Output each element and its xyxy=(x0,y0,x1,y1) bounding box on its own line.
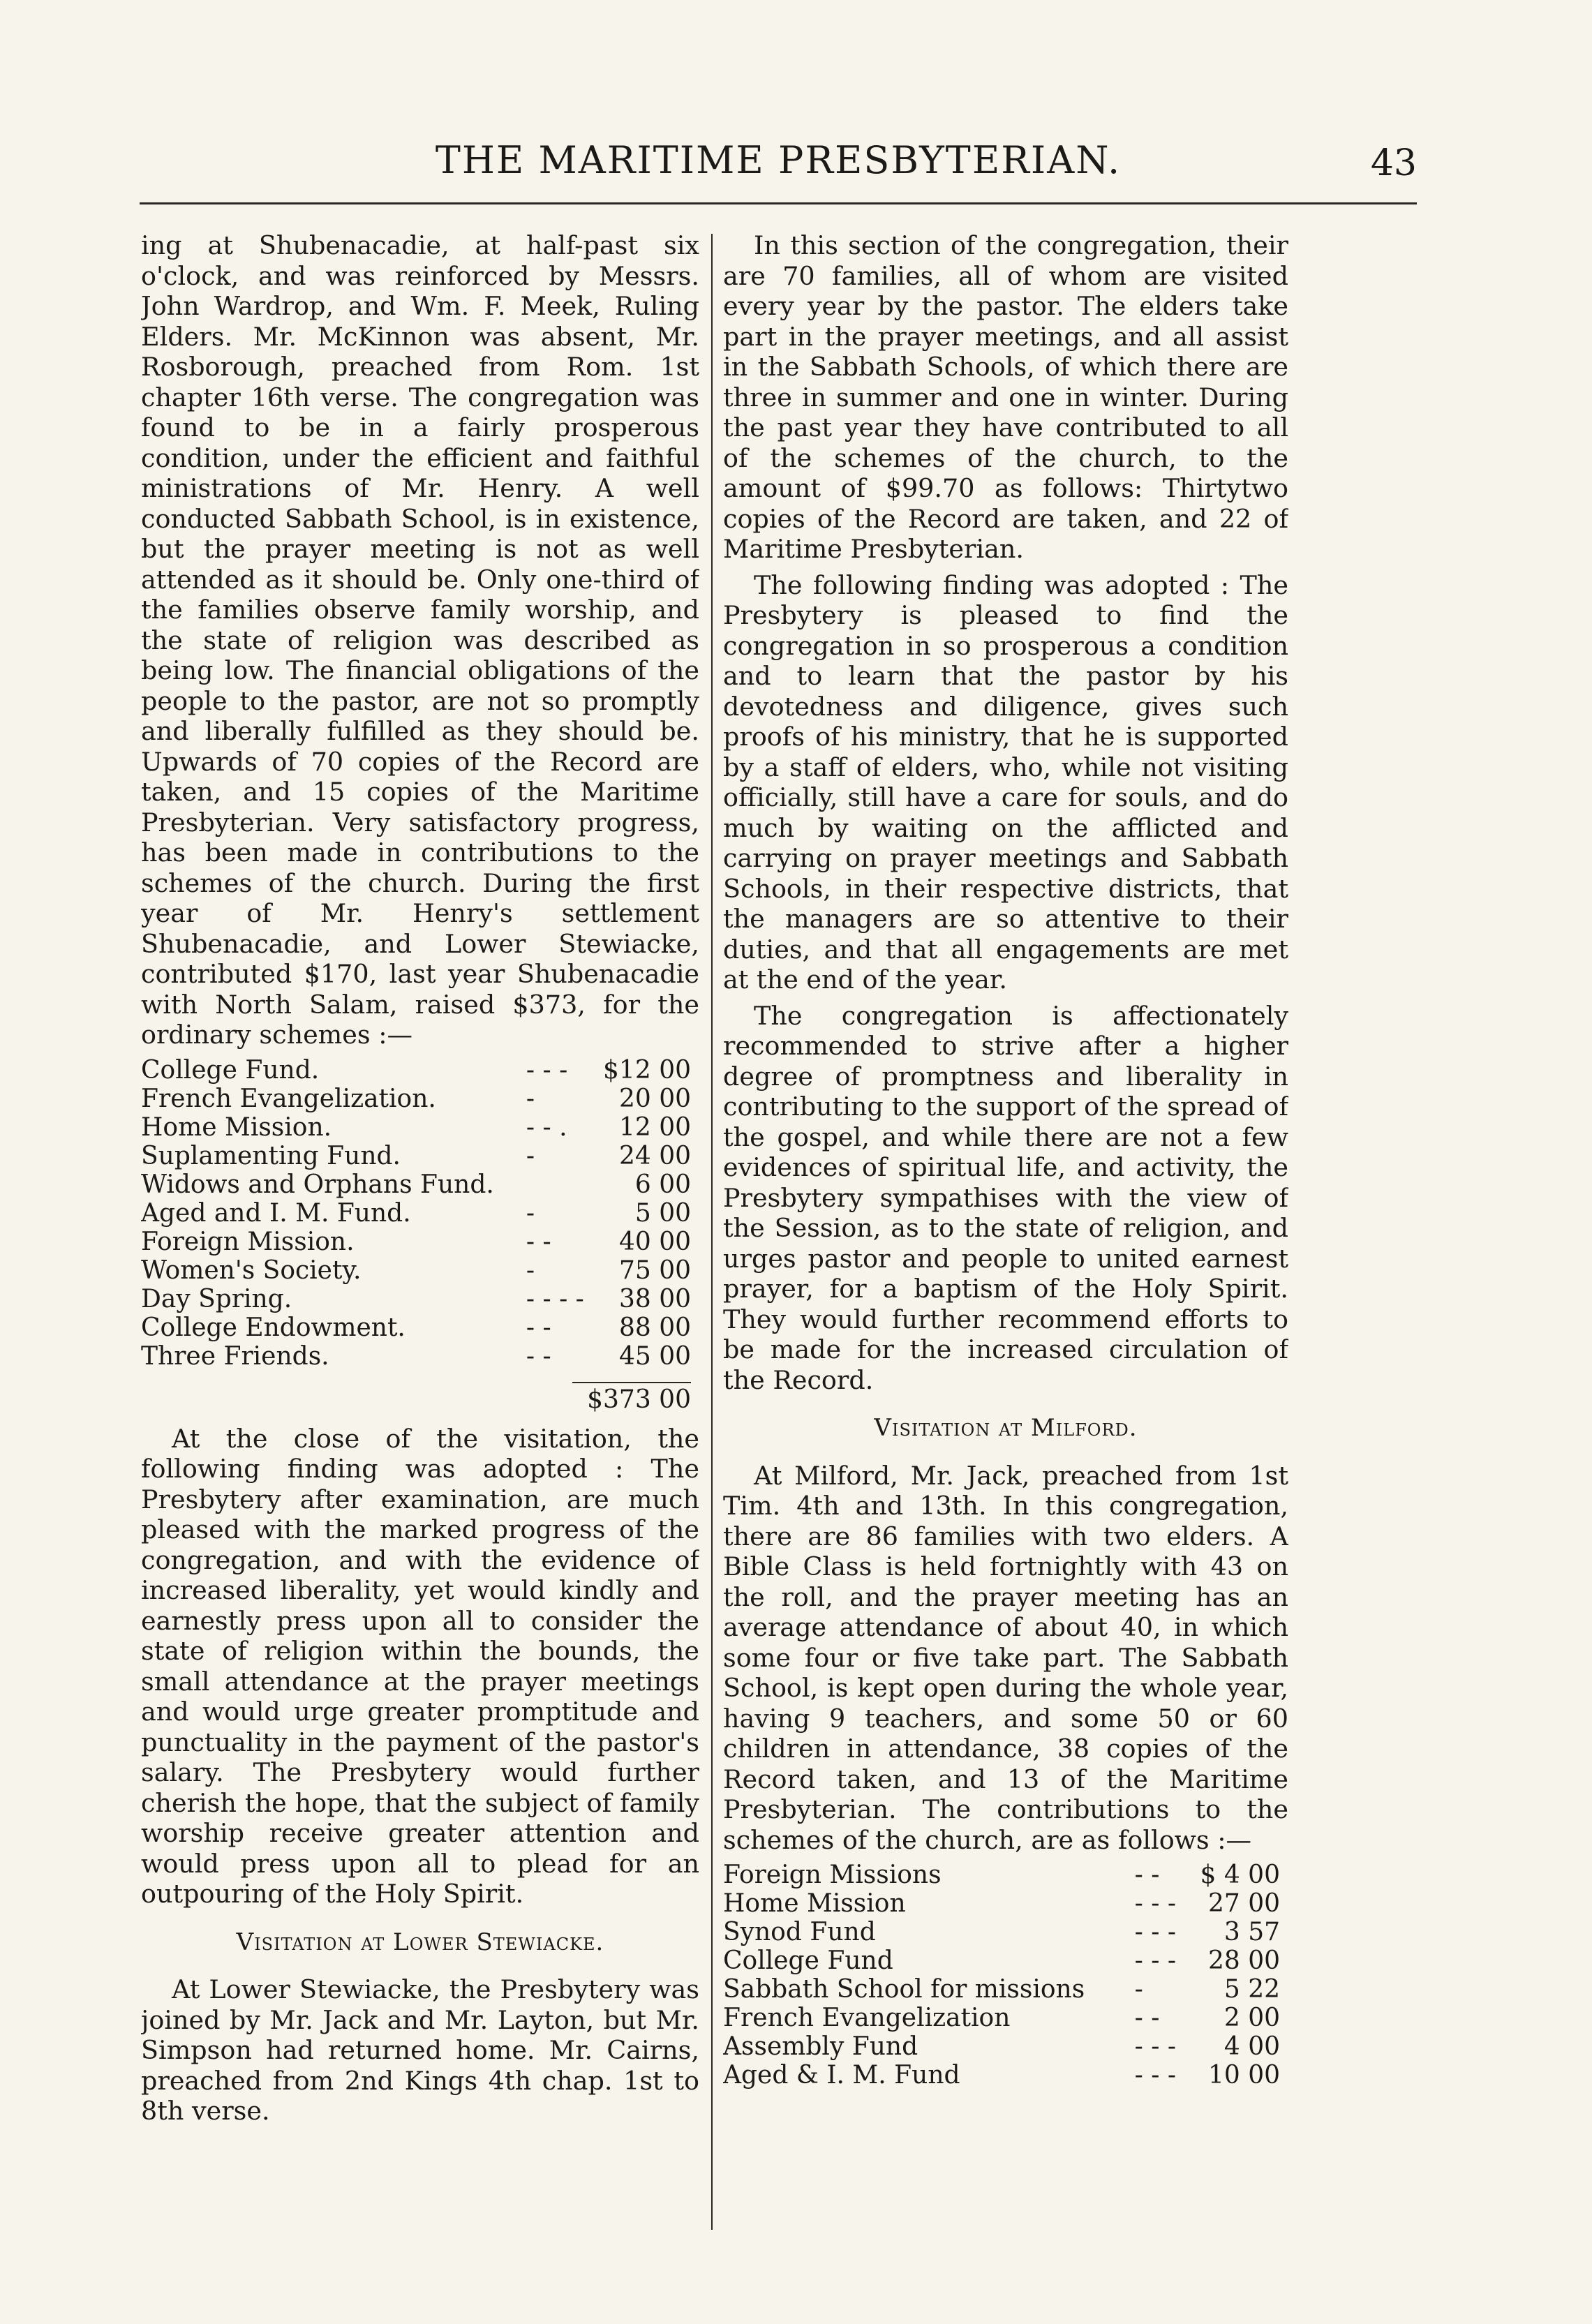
fund-name: Women's Society. xyxy=(141,1256,362,1285)
fund-name: Foreign Missions xyxy=(723,1861,942,1889)
fund-name: Aged and I. M. Fund. xyxy=(141,1198,411,1228)
milford-funds-table xyxy=(723,1861,1288,2090)
fund-name: College Endowment. xyxy=(141,1313,406,1342)
fund-leader xyxy=(519,1170,596,1199)
fund-leader: - xyxy=(526,1084,535,1113)
paragraph-recommendation: The congregation is affectionately recommended to strive after a higher degree of promptness and liberality in contributing to the support of the spread of the gospel, and while there are not a few evidences of spiritual life, and activity, the Presbytery sympathises with the view of the Session, as to the state of religion, and urges pastor and people to united earnest prayer, for a baptism of the Holy Spirit. They would further recommend efforts to be made for the increased circulation of the Record. xyxy=(723,1000,1288,1395)
fund-row xyxy=(723,1889,1288,1918)
fund-amount: 24 00 xyxy=(618,1141,691,1170)
fund-amount: 28 00 xyxy=(1207,1946,1280,1975)
fund-leader: - - xyxy=(526,1227,551,1256)
fund-row xyxy=(141,1056,699,1085)
funds-total: $373 00 xyxy=(587,1385,691,1414)
section-heading-lower-stewiacke: Visitation at Lower Stewiacke. xyxy=(236,1928,604,1956)
fund-row xyxy=(723,1918,1288,1946)
fund-amount: 3 57 xyxy=(1223,1918,1280,1946)
fund-amount: 12 00 xyxy=(618,1112,691,1142)
fund-amount: 38 00 xyxy=(618,1284,691,1313)
fund-name: Day Spring. xyxy=(141,1284,292,1313)
fund-leader: - - xyxy=(1134,1861,1160,1889)
paragraph-finding-shubenacadie: At the close of the visitation, the following finding was adopted : The Presbytery after examination, are much pleased with the marked progress of the congregation, and with the evidence of increased liberality, yet would kindly and earnestly press upon all to consider the state of religion within the bounds, the small attendance at the prayer meetings and would urge greater promptitude and punctuality in the payment of the pastor's salary. The Presbytery would further cherish the hope, that the subject of family worship receive greater attention and would press upon all to plead for an outpouring of the Holy Spirit. xyxy=(141,1423,699,1909)
fund-leader: - - - - xyxy=(526,1284,584,1313)
fund-leader: - - - xyxy=(1134,2032,1177,2061)
fund-name: Three Friends. xyxy=(141,1341,329,1371)
fund-leader: - xyxy=(526,1141,535,1170)
fund-row xyxy=(141,1342,699,1371)
fund-row xyxy=(723,2004,1288,2032)
fund-name: Foreign Mission. xyxy=(141,1227,355,1256)
fund-row xyxy=(141,1313,699,1342)
fund-row xyxy=(141,1199,699,1228)
paragraph-lower-stewiacke: At Lower Stewiacke, the Presbytery was joined by Mr. Jack and Mr. Layton, but Mr. Simpson had returned home. Mr. Cairns, preached from 2nd Kings 4th chap. 1st to 8th verse. xyxy=(141,1974,699,2126)
fund-leader: - - - xyxy=(526,1055,568,1085)
left-column xyxy=(141,230,699,2247)
fund-row xyxy=(141,1170,699,1199)
fund-amount: 27 00 xyxy=(1207,1889,1280,1918)
fund-amount: 5 22 xyxy=(1223,1975,1280,2004)
fund-amount: 4 00 xyxy=(1223,2032,1280,2061)
paragraph-milford: At Milford, Mr. Jack, preached from 1st Tim. 4th and 13th. In this congregation, there are 86 families with two elders. A Bible Class is held fortnightly with 43 on the roll, and the prayer meeting has an average attendance of about 40, in which some four or five take part. The Sabbath School, is kept open during the whole year, having 9 teachers, and some 50 or 60 children in attendance, 38 copies of the Record taken, and 13 of the Maritime Presbyterian. The contributions to the schemes of the church, are as follows :— xyxy=(723,1460,1288,1855)
fund-amount: 20 00 xyxy=(618,1084,691,1113)
fund-row xyxy=(723,1861,1288,1889)
fund-amount: 2 00 xyxy=(1223,2004,1280,2032)
fund-name: Assembly Fund xyxy=(723,2032,918,2061)
fund-name: French Evangelization xyxy=(723,2004,1011,2032)
fund-row xyxy=(141,1113,699,1142)
fund-leader: - xyxy=(526,1198,535,1228)
fund-leader: - - - xyxy=(1134,1946,1177,1975)
fund-amount: 45 00 xyxy=(618,1341,691,1371)
fund-leader: - - xyxy=(526,1313,551,1342)
fund-amount: 40 00 xyxy=(618,1227,691,1256)
page-number: 43 xyxy=(1370,142,1417,184)
fund-amount: 75 00 xyxy=(618,1256,691,1285)
fund-name: College Fund. xyxy=(141,1055,320,1085)
fund-amount: $12 00 xyxy=(603,1055,691,1085)
fund-leader: - xyxy=(526,1256,535,1285)
fund-name: Home Mission. xyxy=(141,1112,332,1142)
paragraph-lower-stewiacke-families: In this section of the congregation, their are 70 families, all of whom are visited every year by the pastor. The elders take part in the prayer meetings, and all assist in the Sabbath Schools, of which there are three in summer and one in winter. During the past year they have contributed to all of the schemes of the church, to the amount of $99.70 as follows: Thirtytwo copies of the Record are taken, and 22 of Maritime Presbyterian. xyxy=(723,230,1288,564)
fund-name: Widows and Orphans Fund. xyxy=(141,1170,494,1199)
fund-leader: - - - xyxy=(1134,1889,1177,1918)
fund-amount: $ 4 00 xyxy=(1200,1861,1280,1889)
section-heading-milford: Visitation at Milford. xyxy=(874,1414,1138,1442)
header-rule xyxy=(140,202,1417,204)
fund-name: Sabbath School for missions xyxy=(723,1975,1085,2004)
fund-row xyxy=(141,1085,699,1113)
paragraph-shubenacadie: ing at Shubenacadie, at half-past six o'clock, and was reinforced by Messrs. John Wardrop, and Wm. F. Meek, Ruling Elders. Mr. McKinnon was absent, Mr. Rosborough, preached from Rom. 1st chapter 16th verse. The congregation was found to be in a fairly prosperous condition, under the efficient and faithful ministrations of Mr. Henry. A well conducted Sabbath School, is in existence, but the prayer meeting is not as well attended as it should be. Only one-third of the families observe family worship, and the state of religion was described as being low. The financial obligations of the people to the pastor, are not so promptly and liberally fulfilled as they should be. Upwards of 70 copies of the Record are taken, and 15 copies of the Maritime Presbyterian. Very satisfactory progress, has been made in contributions to the schemes of the church. During the first year of Mr. Henry's settlement Shubenacadie, and Lower Stewiacke, contributed $170, last year Shubenacadie with North Salam, raised $373, for the ordinary schemes :— xyxy=(141,230,699,1050)
fund-row xyxy=(141,1142,699,1170)
fund-leader: - - xyxy=(526,1341,551,1371)
fund-leader: - - - xyxy=(1134,1918,1177,1946)
shubenacadie-funds-table xyxy=(141,1056,699,1371)
fund-name: Synod Fund xyxy=(723,1918,876,1946)
fund-row xyxy=(723,1946,1288,1975)
right-column xyxy=(723,230,1288,2247)
column-divider xyxy=(711,234,713,2230)
fund-row xyxy=(723,2061,1288,2090)
paragraph-finding-lower-stewiacke: The following finding was adopted : The Presbytery is pleased to find the congregation in so prosperous a condition and to learn that the pastor by his devotedness and diligence, gives such proofs of his ministry, that he is supported by a staff of elders, who, while not visiting officially, still have a care for souls, and do much by waiting on the afflicted and carrying on prayer meetings and Sabbath Schools, in their respective districts, that the managers are so attentive to their duties, and that all engagements are met at the end of the year. xyxy=(723,569,1288,995)
fund-amount: 88 00 xyxy=(618,1313,691,1342)
fund-row xyxy=(723,2032,1288,2061)
fund-row xyxy=(141,1228,699,1256)
fund-name: Home Mission xyxy=(723,1889,906,1918)
fund-name: Suplamenting Fund. xyxy=(141,1141,401,1170)
fund-amount: 10 00 xyxy=(1207,2061,1280,2090)
fund-leader: - - . xyxy=(526,1112,567,1142)
fund-row xyxy=(141,1285,699,1313)
fund-row xyxy=(723,1975,1288,2004)
fund-amount: 5 00 xyxy=(634,1198,691,1228)
running-title: THE MARITIME PRESBYTERIAN. xyxy=(435,138,1122,182)
fund-name: College Fund xyxy=(723,1946,893,1975)
fund-row xyxy=(141,1256,699,1285)
fund-amount: 6 00 xyxy=(634,1170,691,1199)
running-head xyxy=(140,133,1417,188)
fund-leader: - xyxy=(1134,1975,1143,2004)
fund-name: Aged & I. M. Fund xyxy=(723,2061,960,2090)
fund-leader: - - xyxy=(1134,2004,1160,2032)
fund-leader: - - - xyxy=(1134,2061,1177,2090)
fund-name: French Evangelization. xyxy=(141,1084,436,1113)
